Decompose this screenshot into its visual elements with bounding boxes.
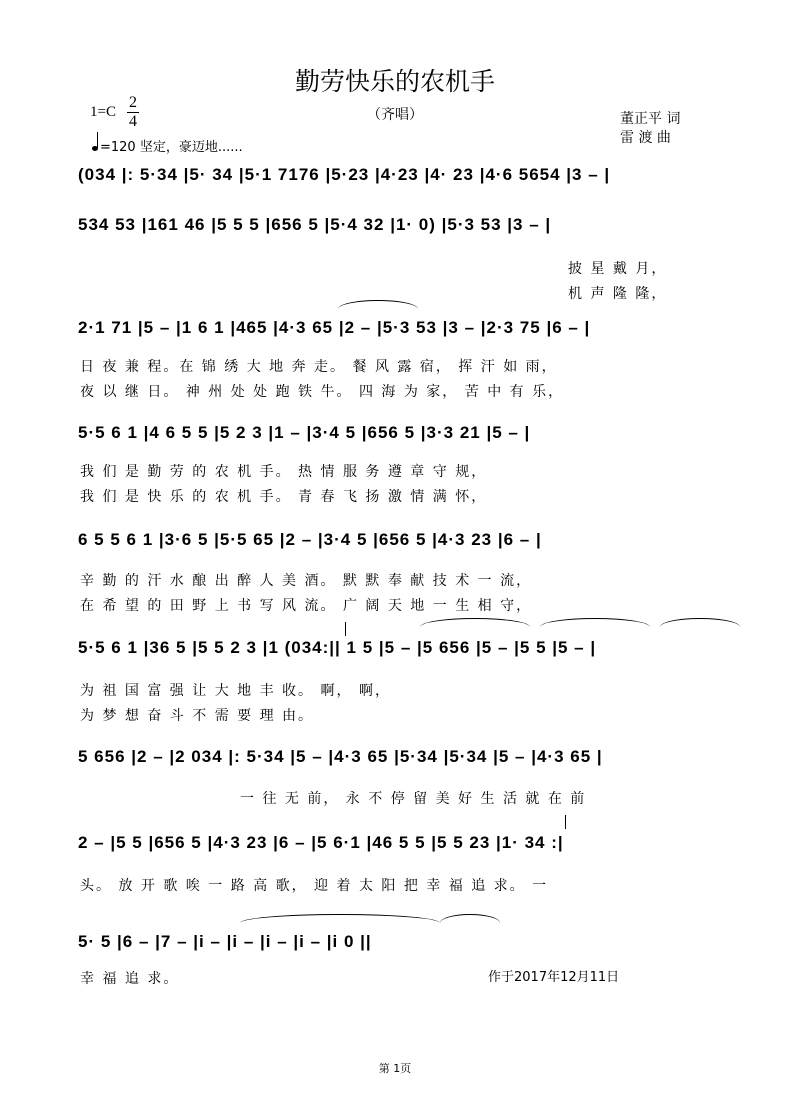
score-line-4: 5·5 6 1 |4 6 5 5 |5 2 3 |1 – |3·4 5 |656 5 |3·3 21 |5 – | [78, 423, 531, 442]
lyric-line-5b: 在 希 望 的 田 野 上 书 写 风 流。 广 阔 天 地 一 生 相 守， [80, 598, 533, 614]
score-line-6: 5·5 6 1 |36 5 |5 5 2 3 |1 (034:|| 1 5 |5 – |5 656 |5 – |5 5 |5 – | [78, 638, 597, 657]
score-line-7: 5 656 |2 – |2 034 |: 5·34 |5 – |4·3 65 |5·34 |5·34 |5 – |4·3 65 | [78, 747, 603, 766]
song-subtitle: （齐唱） [367, 107, 423, 123]
score-line-5: 6 5 5 6 1 |3·6 5 |5·5 65 |2 – |3·4 5 |656 5 |4·3 23 |6 – | [78, 530, 542, 549]
score-line-1: (034 |: 5·34 |5· 34 |5·1 7176 |5·23 |4·23 |4· 23 |4·6 5654 |3 – | [78, 165, 611, 184]
page-number: 第 1页 [378, 1062, 412, 1075]
lyricist: 董正平 词 [620, 111, 681, 127]
credits [620, 110, 680, 148]
lyric-line-7: 一 往 无 前， 永 不 停 留 美 好 生 活 就 在 前 [240, 791, 587, 807]
slur [420, 618, 530, 627]
lyric-line-4b: 我 们 是 快 乐 的 农 机 手。 青 春 飞 扬 激 情 满 怀， [80, 489, 488, 505]
tempo-text: 坚定，豪迈地...... [139, 140, 243, 155]
composer: 雷 渡 曲 [620, 130, 671, 146]
score-line-8: 2 – |5 5 |656 5 |4·3 23 |6 – |5 6·1 |46 5 5 |5 5 23 |1· 34 :| [78, 833, 564, 852]
slur [540, 618, 650, 627]
slur [338, 300, 418, 309]
lyric-line-8: 头。 放 开 歌 唉 一 路 高 歌， 迎 着 太 阳 把 幸 福 追 求。 一 [80, 878, 549, 894]
lyric-line-3b: 夜 以 继 日。 神 州 处 处 跑 铁 牛。 四 海 为 家， 苦 中 有 乐， [80, 384, 565, 400]
lyric-line-6a: 为 祖 国 富 强 让 大 地 丰 收。 啊， 啊， [80, 683, 391, 699]
lyric-line-4a: 我 们 是 勤 劳 的 农 机 手。 热 情 服 务 遵 章 守 规， [80, 464, 488, 480]
quarter-note-icon [92, 146, 98, 151]
lyric-line-5a: 辛 勤 的 汗 水 酿 出 醉 人 美 酒。 默 默 奉 献 技 术 一 流， [80, 573, 533, 589]
composition-date: 作于2017年12月11日 [488, 970, 620, 985]
tempo-marking [92, 136, 243, 155]
lyric-line-2b: 机 声 隆 隆， [568, 286, 668, 302]
tempo-value: =120 [100, 140, 136, 155]
volta-bracket [345, 622, 346, 636]
key-signature: 1=C [90, 104, 116, 120]
time-signature [127, 95, 139, 130]
score-line-9: 5· 5 |6 – |7 – |i – |i – |i – |i – |i 0 || [78, 932, 372, 951]
lyric-line-2a: 披 星 戴 月， [568, 261, 668, 277]
time-top: 2 [129, 94, 137, 111]
volta-bracket [565, 815, 566, 829]
lyric-line-3a: 日 夜 兼 程。在 锦 绣 大 地 奔 走。 餐 风 露 宿， 挥 汗 如 雨， [80, 359, 558, 375]
score-line-2: 534 53 |161 46 |5 5 5 |656 5 |5·4 32 |1· 0) |5·3 53 |3 – | [78, 215, 552, 234]
lyric-line-9: 幸 福 追 求。 [80, 971, 180, 987]
lyric-line-6b: 为 梦 想 奋 斗 不 需 要 理 由。 [80, 708, 315, 724]
slur [660, 618, 740, 627]
slur [240, 914, 440, 923]
song-title: 勤劳快乐的农机手 [294, 67, 495, 96]
slur [440, 914, 500, 923]
score-line-3: 2·1 71 |5 – |1 6 1 |465 |4·3 65 |2 – |5·3 53 |3 – |2·3 75 |6 – | [78, 318, 591, 337]
time-bottom: 4 [129, 113, 137, 130]
